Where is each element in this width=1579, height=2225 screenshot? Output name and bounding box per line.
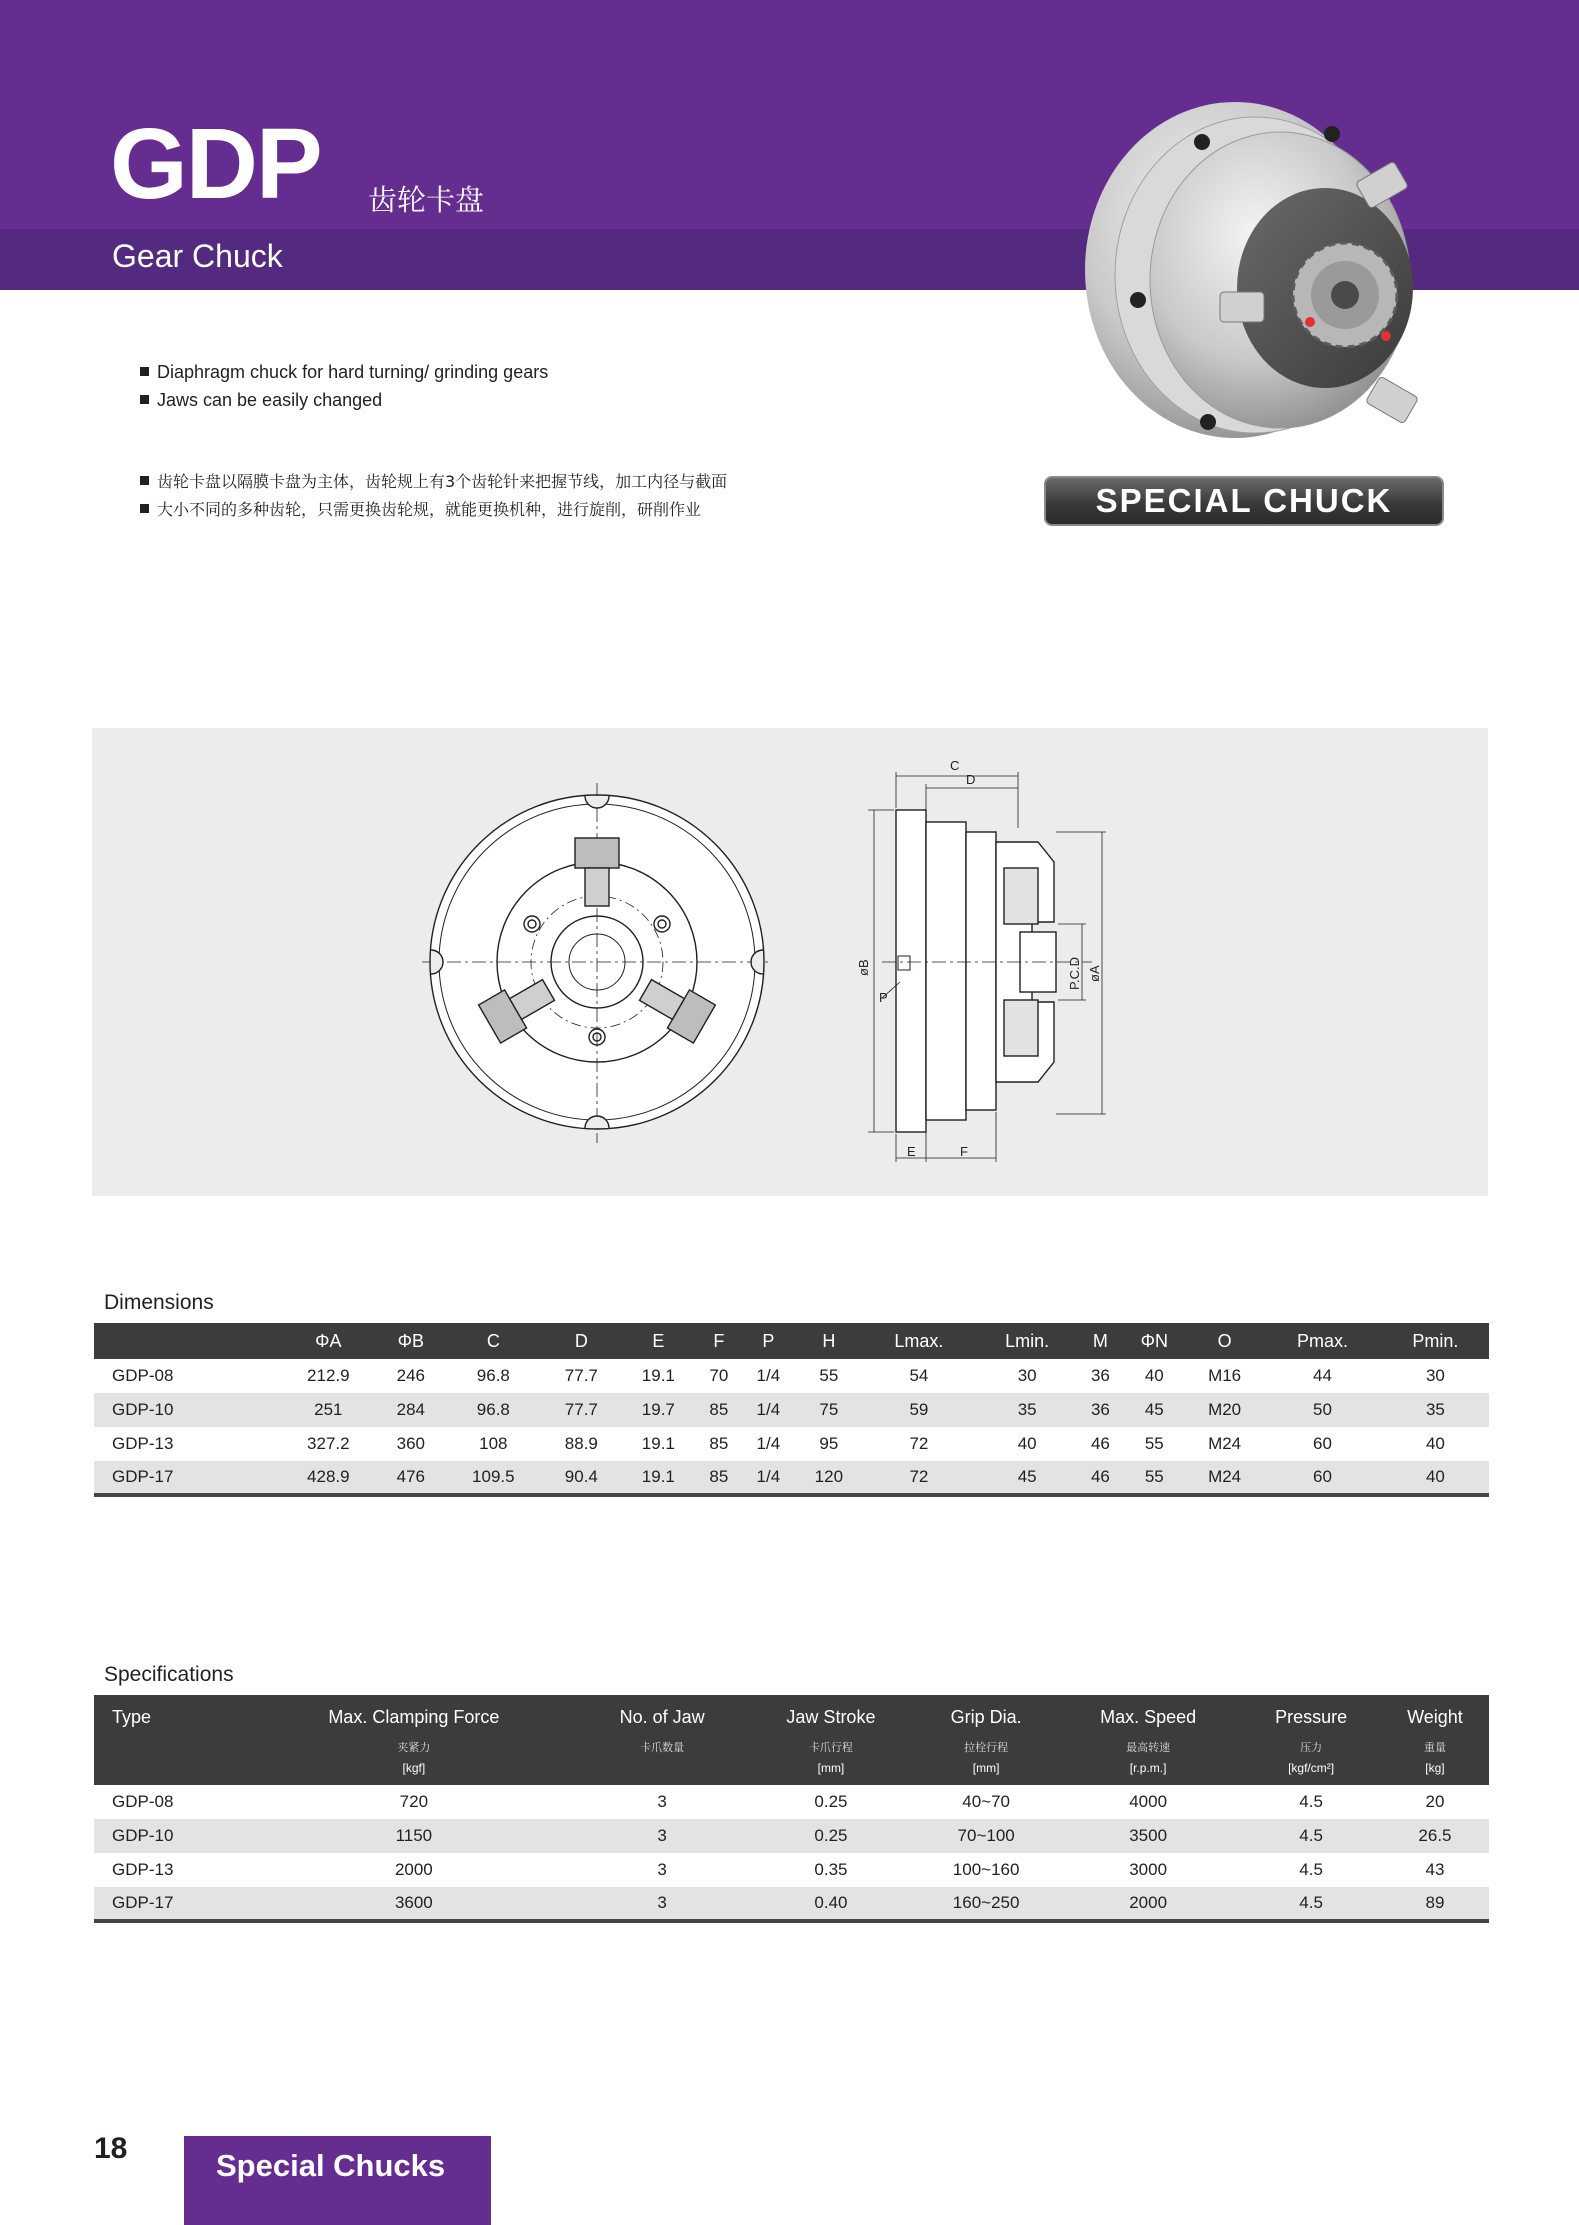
feature-list-english — [140, 358, 548, 414]
table-cell: 96.8 — [476, 1366, 510, 1385]
column-header-chinese: 压力 — [1241, 1739, 1381, 1761]
list-item: 大小不同的多种齿轮，只需更换齿轮规，就能更换机种，进行旋削，研削作业 — [140, 496, 727, 524]
column-header-unit: [kgf] — [248, 1761, 580, 1785]
table-cell: 40 — [1017, 1434, 1037, 1453]
column-header — [94, 1323, 279, 1359]
table-cell: 77.7 — [564, 1366, 598, 1385]
table-cell: GDP-10 — [94, 1819, 248, 1853]
table-cell: 0.25 — [814, 1792, 848, 1811]
table-cell: 85 — [709, 1434, 729, 1453]
footer-section-label: Special Chucks — [216, 2148, 446, 2183]
table-cell: GDP-13 — [112, 1860, 174, 1879]
column-header: Lmin. — [976, 1323, 1078, 1359]
table-cell: 40 — [1144, 1366, 1164, 1385]
list-item: Jaws can be easily changed — [140, 386, 548, 414]
column-header-unit: [kgf/cm²] — [1241, 1761, 1381, 1785]
column-header: O — [1186, 1323, 1263, 1359]
dimension-label-f: F — [960, 1144, 968, 1159]
column-header-chinese — [94, 1739, 248, 1761]
special-chuck-badge: SPECIAL CHUCK — [1044, 476, 1444, 526]
table-cell: 428.9 — [279, 1461, 378, 1495]
column-header-unit — [580, 1761, 745, 1785]
table-cell: 3500 — [1055, 1819, 1241, 1853]
column-header: Max. Clamping Force — [248, 1695, 580, 1739]
column-header-unit: [kg] — [1381, 1761, 1489, 1785]
table-cell: 1/4 — [741, 1393, 796, 1427]
table-cell: 3000 — [1129, 1860, 1168, 1879]
column-header-chinese: 卡爪行程 — [745, 1739, 918, 1761]
dimensions-title: Dimensions — [104, 1291, 214, 1314]
table-header-row — [94, 1323, 1489, 1359]
table-cell: 45 — [1122, 1393, 1186, 1427]
column-header: E — [620, 1323, 697, 1359]
table-cell: 46 — [1090, 1434, 1110, 1453]
column-header-chinese: 重量 — [1381, 1739, 1489, 1761]
table-cell: 4000 — [1129, 1792, 1168, 1811]
table-row — [94, 1461, 1489, 1495]
table-cell: 3 — [657, 1792, 667, 1811]
table-cell: 0.40 — [745, 1887, 918, 1921]
table-cell: 2000 — [1055, 1887, 1241, 1921]
table-cell: M20 — [1186, 1393, 1263, 1427]
column-header-unit: [r.p.m.] — [1055, 1761, 1241, 1785]
table-cell: 95 — [819, 1434, 839, 1453]
specifications-table — [94, 1695, 1489, 1923]
table-cell: 70~100 — [917, 1819, 1055, 1853]
dimension-label-pcd: P.C.D — [1067, 957, 1082, 990]
table-cell: 43 — [1425, 1860, 1445, 1879]
table-cell: 72 — [909, 1434, 929, 1453]
feature-list-chinese — [140, 468, 727, 524]
column-header: Pmin. — [1382, 1323, 1489, 1359]
table-cell: 1150 — [248, 1819, 580, 1853]
column-header: ΦB — [378, 1323, 444, 1359]
table-cell: GDP-10 — [94, 1393, 279, 1427]
table-cell: 4.5 — [1299, 1792, 1323, 1811]
table-cell: 0.25 — [745, 1819, 918, 1853]
column-header: P — [741, 1323, 796, 1359]
bullet-square-icon — [140, 476, 149, 485]
table-cell: 45 — [976, 1461, 1078, 1495]
column-header: Type — [94, 1695, 248, 1739]
dimension-label-p: P — [879, 990, 888, 1005]
table-cell: 35 — [1382, 1393, 1489, 1427]
table-row — [94, 1819, 1489, 1853]
bullet-square-icon — [140, 367, 149, 376]
table-cell: 19.1 — [641, 1434, 675, 1453]
table-cell: 4.5 — [1241, 1819, 1381, 1853]
column-header-unit: [mm] — [745, 1761, 918, 1785]
table-cell: 4.5 — [1299, 1860, 1323, 1879]
column-header: F — [697, 1323, 741, 1359]
dimension-label-a: øA — [1087, 965, 1102, 982]
table-cell: 36 — [1090, 1366, 1110, 1385]
table-cell: 40 — [1382, 1461, 1489, 1495]
dimension-label-c: C — [950, 758, 960, 773]
technical-drawing — [92, 728, 1488, 1196]
table-cell: 251 — [279, 1393, 378, 1427]
column-header: D — [543, 1323, 620, 1359]
table-cell: 108 — [479, 1434, 508, 1453]
table-cell: 30 — [1425, 1366, 1445, 1385]
table-cell: GDP-13 — [112, 1434, 174, 1453]
table-cell: 160~250 — [917, 1887, 1055, 1921]
table-cell: 0.35 — [814, 1860, 848, 1879]
bullet-square-icon — [140, 504, 149, 513]
table-cell: 1/4 — [741, 1461, 796, 1495]
table-cell: 19.7 — [620, 1393, 697, 1427]
table-row — [94, 1785, 1489, 1819]
table-header-row — [94, 1695, 1489, 1739]
dimensions-table — [94, 1323, 1489, 1497]
column-header: C — [444, 1323, 543, 1359]
column-header: Grip Dia. — [917, 1695, 1055, 1739]
table-cell: GDP-17 — [94, 1887, 248, 1921]
page-number: 18 — [94, 2132, 128, 2165]
table-cell: 85 — [697, 1461, 741, 1495]
table-cell: 3 — [580, 1819, 745, 1853]
column-header: Pressure — [1241, 1695, 1381, 1739]
table-cell: 59 — [862, 1393, 976, 1427]
table-cell: 4.5 — [1241, 1887, 1381, 1921]
table-cell: 327.2 — [307, 1434, 350, 1453]
specifications-title: Specifications — [104, 1663, 234, 1686]
table-cell: 109.5 — [444, 1461, 543, 1495]
table-cell: 19.1 — [620, 1461, 697, 1495]
column-header: No. of Jaw — [580, 1695, 745, 1739]
table-cell: GDP-17 — [94, 1461, 279, 1495]
column-header: H — [796, 1323, 862, 1359]
table-cell: 75 — [796, 1393, 862, 1427]
list-item: Diaphragm chuck for hard turning/ grinding gears — [140, 358, 548, 386]
table-cell: 284 — [378, 1393, 444, 1427]
table-cell: 36 — [1078, 1393, 1122, 1427]
table-row — [94, 1887, 1489, 1921]
page-title-chinese: 齿轮卡盘 — [368, 183, 485, 217]
table-cell: 55 — [819, 1366, 839, 1385]
table-cell: 19.1 — [641, 1366, 675, 1385]
table-cell: 212.9 — [307, 1366, 350, 1385]
table-cell: 90.4 — [543, 1461, 620, 1495]
table-cell: 60 — [1263, 1461, 1382, 1495]
table-cell: 360 — [396, 1434, 425, 1453]
table-cell: 54 — [909, 1366, 929, 1385]
column-header: Jaw Stroke — [745, 1695, 918, 1739]
table-cell: 246 — [396, 1366, 425, 1385]
column-header-chinese: 最高转速 — [1055, 1739, 1241, 1761]
table-header-row-units — [94, 1761, 1489, 1785]
column-header-chinese: 拉栓行程 — [917, 1739, 1055, 1761]
table-cell: 44 — [1312, 1366, 1332, 1385]
bullet-square-icon — [140, 395, 149, 404]
table-cell: 20 — [1425, 1792, 1445, 1811]
dimension-label-d: D — [966, 772, 976, 787]
column-header: Pmax. — [1263, 1323, 1382, 1359]
page-subtitle: Gear Chuck — [112, 238, 283, 274]
table-cell: 476 — [378, 1461, 444, 1495]
table-cell: 2000 — [394, 1860, 433, 1879]
table-cell: 72 — [862, 1461, 976, 1495]
column-header-unit — [94, 1761, 248, 1785]
table-cell: 88.9 — [564, 1434, 598, 1453]
table-cell: 89 — [1381, 1887, 1489, 1921]
column-header-chinese: 卡爪数量 — [580, 1739, 745, 1761]
table-cell: 35 — [976, 1393, 1078, 1427]
column-header: Weight — [1381, 1695, 1489, 1739]
table-cell: 77.7 — [543, 1393, 620, 1427]
table-cell: GDP-08 — [112, 1792, 174, 1811]
table-cell: 120 — [796, 1461, 862, 1495]
column-header-unit: [mm] — [917, 1761, 1055, 1785]
table-cell: 3600 — [248, 1887, 580, 1921]
dimension-label-b: øB — [856, 959, 871, 976]
column-header: ΦN — [1122, 1323, 1186, 1359]
table-cell: 1/4 — [756, 1434, 781, 1453]
table-cell: 46 — [1078, 1461, 1122, 1495]
table-row — [94, 1427, 1489, 1461]
table-row — [94, 1393, 1489, 1427]
table-header-row-chinese — [94, 1739, 1489, 1761]
table-cell: M24 — [1186, 1461, 1263, 1495]
list-item: 齿轮卡盘以隔膜卡盘为主体，齿轮规上有3个齿轮针来把握节线，加工内径与截面 — [140, 468, 727, 496]
table-cell: 50 — [1263, 1393, 1382, 1427]
table-cell: 720 — [399, 1792, 429, 1811]
column-header: Lmax. — [862, 1323, 976, 1359]
technical-drawing-panel — [92, 728, 1488, 1196]
dimension-label-e: E — [907, 1144, 916, 1159]
table-cell: GDP-08 — [112, 1366, 174, 1385]
column-header: M — [1078, 1323, 1122, 1359]
column-header: Max. Speed — [1055, 1695, 1241, 1739]
table-cell: 100~160 — [952, 1860, 1020, 1879]
table-cell: 40 — [1425, 1434, 1445, 1453]
page-title: GDP — [110, 108, 321, 220]
table-cell: 26.5 — [1381, 1819, 1489, 1853]
table-cell: M16 — [1208, 1366, 1242, 1385]
table-cell: 55 — [1122, 1461, 1186, 1495]
table-cell: 96.8 — [444, 1393, 543, 1427]
table-cell: M24 — [1208, 1434, 1242, 1453]
table-row — [94, 1359, 1489, 1393]
table-cell: 60 — [1312, 1434, 1332, 1453]
table-cell: 1/4 — [756, 1366, 781, 1385]
table-cell: 40~70 — [962, 1792, 1010, 1811]
column-header-chinese: 夹紧力 — [248, 1739, 580, 1761]
table-cell: 3 — [580, 1887, 745, 1921]
table-cell: 30 — [1017, 1366, 1037, 1385]
gear-chuck-product-image — [1080, 100, 1460, 450]
table-cell: 3 — [657, 1860, 667, 1879]
table-cell: 55 — [1144, 1434, 1164, 1453]
table-cell: 85 — [697, 1393, 741, 1427]
table-row — [94, 1853, 1489, 1887]
column-header: ΦA — [279, 1323, 378, 1359]
table-cell: 70 — [709, 1366, 729, 1385]
